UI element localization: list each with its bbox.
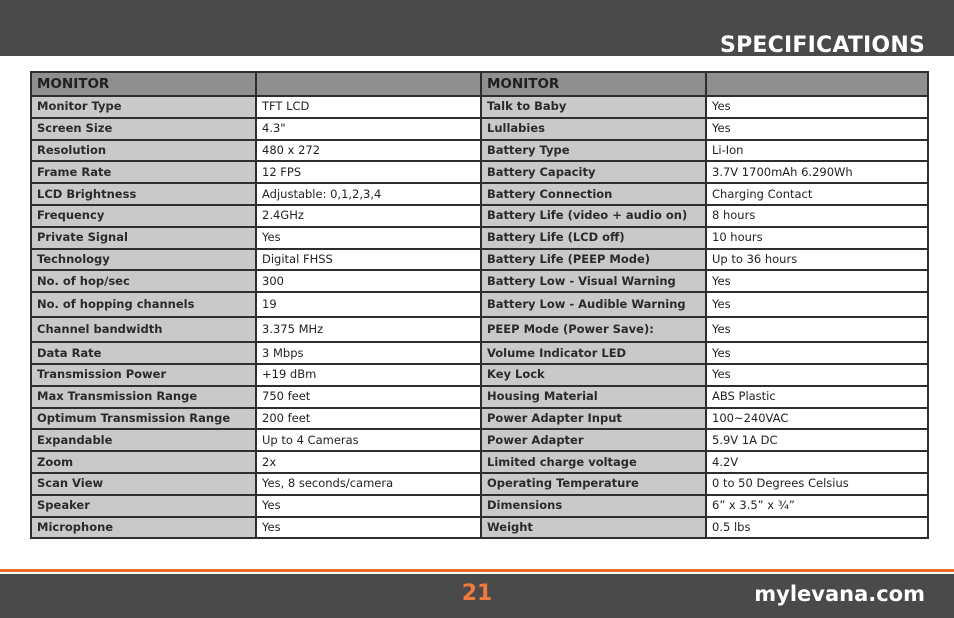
specifications-table (30, 71, 929, 539)
spec-value: 0 to 50 Degrees Celsius (706, 473, 928, 495)
table-row (31, 386, 928, 408)
spec-value: 6” x 3.5” x ¾” (706, 495, 928, 517)
spec-label: Battery Life (PEEP Mode) (481, 249, 706, 271)
spec-label: Weight (481, 517, 706, 539)
spec-value: 3 Mbps (256, 342, 481, 364)
spec-value: Yes (706, 270, 928, 292)
spec-value: 3.7V 1700mAh 6.290Wh (706, 161, 928, 183)
table-row (31, 408, 928, 430)
spec-label: Limited charge voltage (481, 451, 706, 473)
column-header (256, 72, 481, 96)
spec-label: Scan View (31, 473, 256, 495)
table-row (31, 429, 928, 451)
spec-value: 100~240VAC (706, 408, 928, 430)
spec-label: Channel bandwidth (31, 317, 256, 342)
spec-value: Yes (706, 342, 928, 364)
spec-label: Screen Size (31, 118, 256, 140)
spec-value: Digital FHSS (256, 249, 481, 271)
spec-value: +19 dBm (256, 364, 481, 386)
spec-label: Battery Capacity (481, 161, 706, 183)
table-row (31, 161, 928, 183)
table-row (31, 451, 928, 473)
table-row (31, 292, 928, 317)
table-row (31, 205, 928, 227)
spec-label: Operating Temperature (481, 473, 706, 495)
website-link[interactable]: mylevana.com (754, 582, 925, 606)
spec-label: Battery Low - Audible Warning (481, 292, 706, 317)
spec-value: 2.4GHz (256, 205, 481, 227)
table-row (31, 140, 928, 162)
spec-label: Resolution (31, 140, 256, 162)
spec-value: Li-Ion (706, 140, 928, 162)
spec-label: Frequency (31, 205, 256, 227)
table-row (31, 495, 928, 517)
spec-value: ABS Plastic (706, 386, 928, 408)
table-row (31, 249, 928, 271)
spec-label: Volume Indicator LED (481, 342, 706, 364)
spec-label: Battery Type (481, 140, 706, 162)
table-header-row (31, 72, 928, 96)
column-header (706, 72, 928, 96)
spec-value: Up to 36 hours (706, 249, 928, 271)
spec-value: 0.5 lbs (706, 517, 928, 539)
table-row (31, 317, 928, 342)
table-row (31, 517, 928, 539)
spec-label: Monitor Type (31, 96, 256, 118)
spec-value: 10 hours (706, 227, 928, 249)
spec-label: No. of hopping channels (31, 292, 256, 317)
spec-value: Yes (706, 118, 928, 140)
spec-value: 2x (256, 451, 481, 473)
table-row (31, 227, 928, 249)
spec-label: Battery Connection (481, 183, 706, 205)
spec-label: Battery Life (LCD off) (481, 227, 706, 249)
spec-label: LCD Brightness (31, 183, 256, 205)
table-row (31, 342, 928, 364)
spec-label: Optimum Transmission Range (31, 408, 256, 430)
spec-value: 300 (256, 270, 481, 292)
spec-value: 480 x 272 (256, 140, 481, 162)
spec-value: 19 (256, 292, 481, 317)
spec-value: 3.375 MHz (256, 317, 481, 342)
spec-value: Yes (256, 517, 481, 539)
spec-label: Power Adapter (481, 429, 706, 451)
spec-value: Yes (706, 364, 928, 386)
table-row (31, 270, 928, 292)
spec-label: Max Transmission Range (31, 386, 256, 408)
column-header: MONITOR (481, 72, 706, 96)
spec-label: Data Rate (31, 342, 256, 364)
spec-value: 200 feet (256, 408, 481, 430)
spec-value: Charging Contact (706, 183, 928, 205)
spec-value: 5.9V 1A DC (706, 429, 928, 451)
spec-label: Transmission Power (31, 364, 256, 386)
spec-value: 8 hours (706, 205, 928, 227)
spec-label: Microphone (31, 517, 256, 539)
table-row (31, 96, 928, 118)
table-row (31, 183, 928, 205)
spec-value: 750 feet (256, 386, 481, 408)
spec-label: Power Adapter Input (481, 408, 706, 430)
spec-value: Yes (256, 495, 481, 517)
spec-value: Yes (706, 292, 928, 317)
table-row (31, 473, 928, 495)
spec-label: Technology (31, 249, 256, 271)
spec-label: Dimensions (481, 495, 706, 517)
spec-value: Yes (706, 317, 928, 342)
spec-value: Yes (256, 227, 481, 249)
spec-value: Yes (706, 96, 928, 118)
footer-accent-line (0, 569, 954, 572)
spec-label: Housing Material (481, 386, 706, 408)
spec-label: Frame Rate (31, 161, 256, 183)
spec-value: 12 FPS (256, 161, 481, 183)
spec-label: Battery Life (video + audio on) (481, 205, 706, 227)
table-row (31, 118, 928, 140)
spec-label: PEEP Mode (Power Save): (481, 317, 706, 342)
spec-value: 4.3" (256, 118, 481, 140)
spec-label: Speaker (31, 495, 256, 517)
spec-label: Private Signal (31, 227, 256, 249)
spec-label: Key Lock (481, 364, 706, 386)
spec-value: Yes, 8 seconds/camera (256, 473, 481, 495)
table-body (31, 96, 928, 538)
spec-label: No. of hop/sec (31, 270, 256, 292)
spec-value: TFT LCD (256, 96, 481, 118)
spec-label: Talk to Baby (481, 96, 706, 118)
spec-value: 4.2V (706, 451, 928, 473)
page-title: SPECIFICATIONS (720, 33, 925, 58)
spec-label: Battery Low - Visual Warning (481, 270, 706, 292)
table-row (31, 364, 928, 386)
spec-label: Zoom (31, 451, 256, 473)
spec-value: Up to 4 Cameras (256, 429, 481, 451)
spec-label: Expandable (31, 429, 256, 451)
spec-value: Adjustable: 0,1,2,3,4 (256, 183, 481, 205)
spec-label: Lullabies (481, 118, 706, 140)
page-number: 21 (461, 581, 493, 606)
column-header: MONITOR (31, 72, 256, 96)
